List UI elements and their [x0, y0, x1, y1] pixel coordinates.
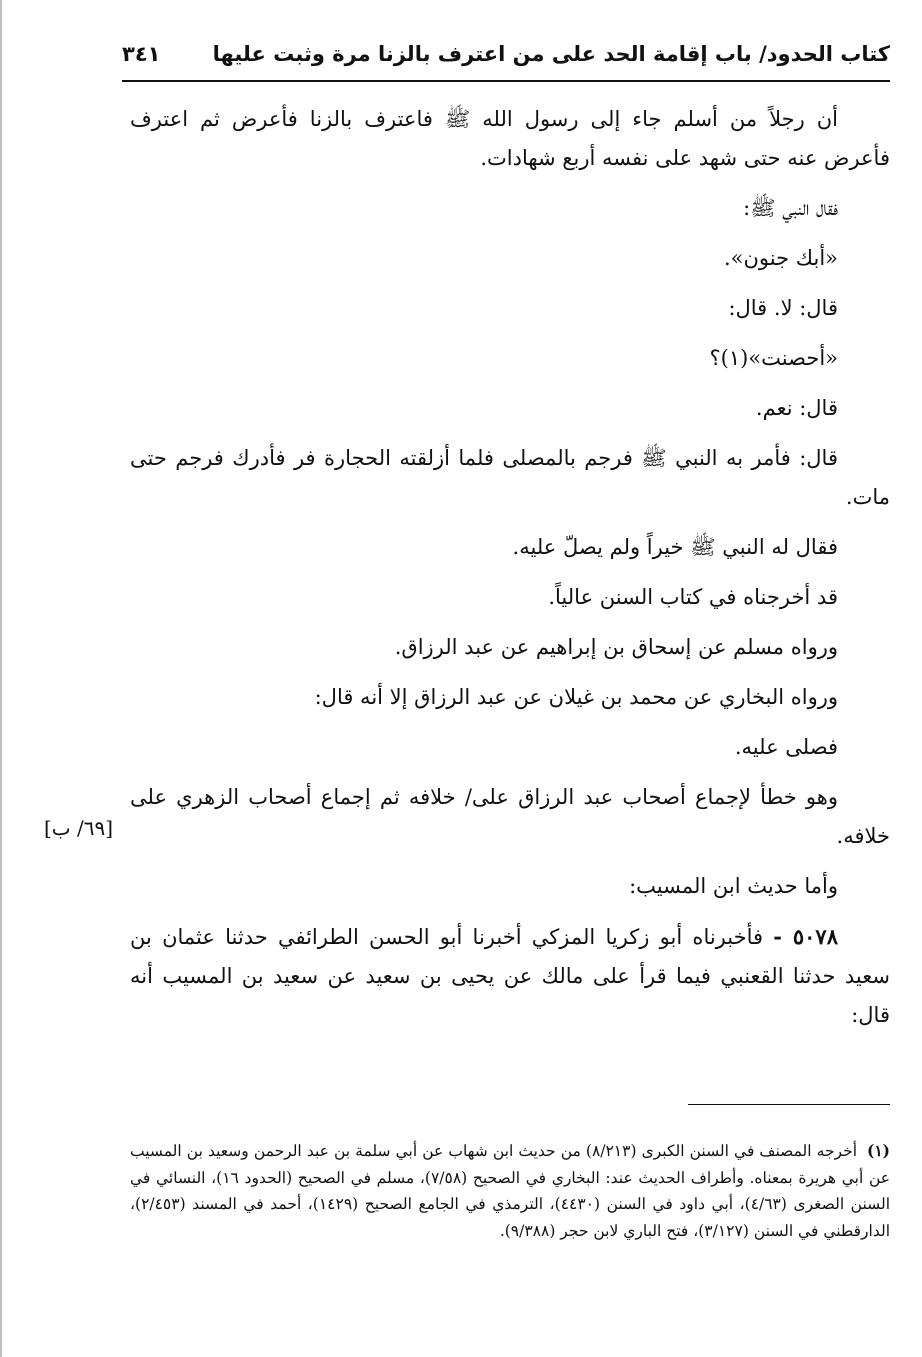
running-title: كتاب الحدود/ باب إقامة الحد على من اعترف بالزنا مرة وثبت عليها [212, 42, 890, 66]
page-header [122, 38, 890, 82]
page-number: ٣٤١ [122, 42, 161, 66]
hadith-text: فأخبرناه أبو زكريا المزكي أخبرنا أبو الحسن الطرائفي حدثنا عثمان بن سعيد حدثنا القعنبي فيما قرأ على مالك عن يحيى بن سعيد عن سعيد بن المسيب أنه قال: [130, 925, 890, 1027]
main-text [130, 100, 890, 1046]
footnote [130, 1138, 890, 1244]
paragraph: قال: نعم. [755, 396, 838, 420]
folio-marker: [٦٩/ ب] [44, 816, 114, 840]
footnote-divider [688, 1104, 890, 1105]
paragraph: ورواه مسلم عن إسحاق بن إبراهيم عن عبد الرزاق. [394, 635, 838, 659]
hadith-number: ٥٠٧٨ - [773, 924, 838, 949]
paragraph: ورواه البخاري عن محمد بن غيلان عن عبد الرزاق إلا أنه قال: [314, 685, 838, 709]
footnote-text: أخرجه المصنف في السنن الكبرى (٨/٢١٣) من حديث ابن شهاب عن أبي سلمة بن عبد الرحمن وسعيد بن المسيب عن أبي هريرة بمعناه. وأطراف الحديث عند: البخاري في الصحيح (٧/٥٨)، مسلم في الصحيح (الحدود ١٦)، النسائي في السنن الصغرى (٤/٦٣)، أبي داود في السنن (٤٤٣٠)، الترمذي في الجامع الصحيح (١٤٢٩)، أحمد في المسند (٢/٤٥٣)، الدارقطني في السنن (٣/١٢٧)، فتح الباري لابن حجر (٩/٣٨٨). [130, 1142, 891, 1240]
paragraph: «أحصنت»(١)؟ [709, 346, 838, 370]
paragraph: قال: فأمر به النبي ﷺ فرجم بالمصلى فلما أزلقته الحجارة فر فأدرك فرجم حتى مات. [130, 446, 890, 509]
paragraph: وهو خطأ لإجماع أصحاب عبد الرزاق على/ خلافه ثم إجماع أصحاب الزهري على خلافه. [130, 785, 890, 848]
paragraph: أن رجلاً من أسلم جاء إلى رسول الله ﷺ فاعترف بالزنا فأعرض ثم اعترف فأعرض عنه حتى شهد على نفسه أربع شهادات. [130, 107, 890, 170]
paragraph: فصلى عليه. [734, 735, 838, 759]
paragraph: قد أخرجناه في كتاب السنن عالياً. [548, 585, 838, 609]
scan-edge-line [0, 0, 2, 1357]
hadith-paragraph [130, 917, 890, 1035]
paragraph: وأما حديث ابن المسيب: [629, 874, 838, 898]
paragraph: «أبك جنون». [723, 246, 838, 270]
paragraph: فقال له النبي ﷺ خيراً ولم يصلّ عليه. [512, 535, 838, 559]
paragraph: فقال النبي ﷺ: [743, 196, 838, 220]
paragraph: قال: لا. قال: [728, 296, 838, 320]
footnote-marker: (١) [867, 1141, 891, 1160]
